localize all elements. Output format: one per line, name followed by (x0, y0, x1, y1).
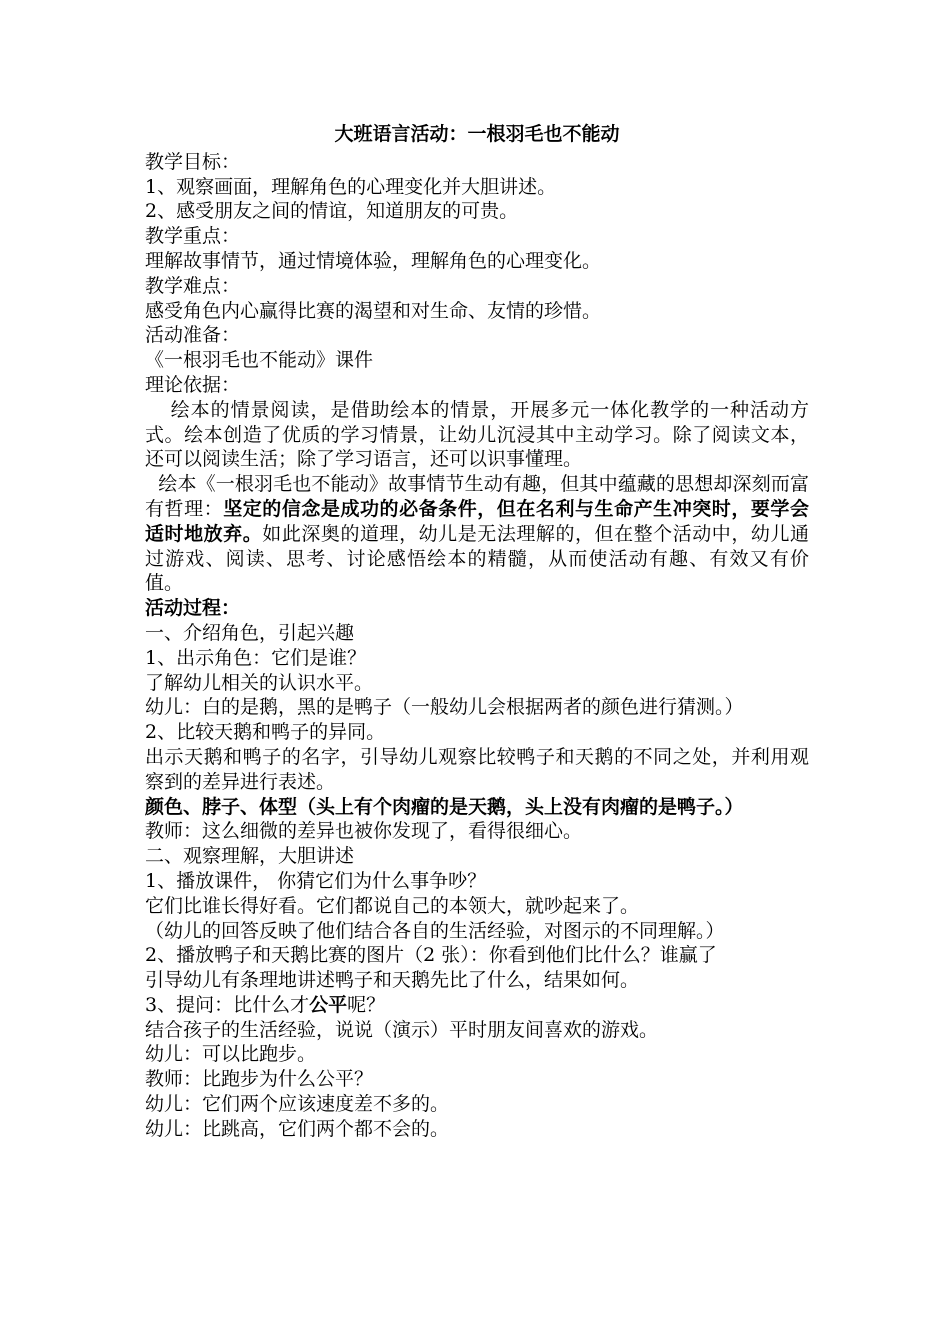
step-question: 1、出示角色：它们是谁？ (145, 646, 367, 669)
difficulty-text: 感受角色内心赢得比赛的渴望和对生命、友情的珍惜。 (145, 299, 602, 322)
teacher-remark: 教师：这么细微的差异也被你发现了，看得很细心。 (145, 820, 583, 843)
question-text: 3、提问：比什么才 (145, 993, 310, 1016)
step-note: 了解幼儿相关的认识水平。 (145, 671, 374, 694)
step-note: 出示天鹅和鸭子的名字，引导幼儿观察比较鸭子和天鹅的不同之处，并利用观察到的差异进行表述。 (145, 745, 809, 793)
goals-heading: 教学目标： (145, 150, 241, 173)
child-answer: 幼儿：白的是鹅，黑的是鸭子（一般幼儿会根据两者的颜色进行猜测。） (145, 696, 744, 719)
key-heading: 教学重点： (145, 225, 241, 248)
document-title: 大班语言活动：一根羽毛也不能动 (334, 123, 620, 145)
theory-text: 如此深奥的道理，幼儿是无法理解的，但在整个活动中，幼儿通过游戏、阅读、思考、讨论感悟绘本的精髓，从而使活动有趣、有效又有价值。 (145, 522, 809, 595)
step-note: 引导幼儿有条理地讲述鸭子和天鹅先比了什么，结果如何。 (145, 969, 640, 992)
dialogue-line: 幼儿：可以比跑步。 (145, 1043, 317, 1066)
step-question (145, 993, 809, 1018)
goal-item: 2、感受朋友之间的情谊，知道朋友的可贵。 (145, 200, 519, 223)
difficulty-heading: 教学难点： (145, 274, 241, 297)
dialogue-line: 教师：比跑步为什么公平？ (145, 1068, 374, 1091)
theory-text: 绘本《一根羽毛也不能动》故事情节生动有趣，但其中蕴藏的思想却深刻而富有哲理： (145, 473, 809, 520)
document-page (145, 122, 809, 1142)
step-note: 结合孩子的生活经验，说说（演示）平时朋友间喜欢的游戏。 (145, 1018, 659, 1041)
section-heading: 一、介绍角色，引起兴趣 (145, 621, 355, 644)
step-note: （幼儿的回答反映了他们结合各自的生活经验，对图示的不同理解。） (145, 919, 725, 942)
goal-item: 1、观察画面，理解角色的心理变化并大胆讲述。 (145, 175, 557, 198)
question-emphasis: 公平 (309, 993, 348, 1016)
step-answer: 它们比谁长得好看。它们都说自己的本领大，就吵起来了。 (145, 894, 640, 917)
prep-heading: 活动准备： (145, 324, 241, 347)
dialogue-line: 幼儿：比跳高，它们两个都不会的。 (145, 1117, 450, 1140)
question-text: 呢？ (347, 993, 386, 1016)
step-emphasis: 颜色、脖子、体型（头上有个肉瘤的是天鹅，头上没有肉瘤的是鸭子。） (145, 795, 744, 818)
key-text: 理解故事情节，通过情境体验，理解角色的心理变化。 (145, 249, 602, 272)
step-question: 1、播放课件， 你猜它们为什么事争吵？ (145, 869, 487, 892)
theory-emphasis: 坚定的信念是成功的必备条件，但在名利与生命产生冲突时，要学会适时地放弃。 (145, 497, 809, 545)
section-heading: 二、观察理解，大胆讲述 (145, 845, 355, 868)
theory-heading: 理论依据： (145, 373, 241, 396)
step-question: 2、比较天鹅和鸭子的异同。 (145, 721, 386, 744)
theory-paragraph (145, 472, 809, 596)
theory-paragraph: 绘本的情景阅读，是借助绘本的情景，开展多元一体化教学的一种活动方式。绘本创造了优质的学习情景，让幼儿沉浸其中主动学习。除了阅读文本，还可以阅读生活；除了学习语言，还可以识事懂理。 (145, 398, 809, 471)
step-question: 2、播放鸭子和天鹅比赛的图片（2 张）：你看到他们比什么？谁赢了 (145, 944, 717, 967)
process-heading: 活动过程： (145, 597, 241, 620)
prep-text: 《一根羽毛也不能动》课件 (145, 349, 374, 372)
dialogue-line: 幼儿：它们两个应该速度差不多的。 (145, 1093, 450, 1116)
